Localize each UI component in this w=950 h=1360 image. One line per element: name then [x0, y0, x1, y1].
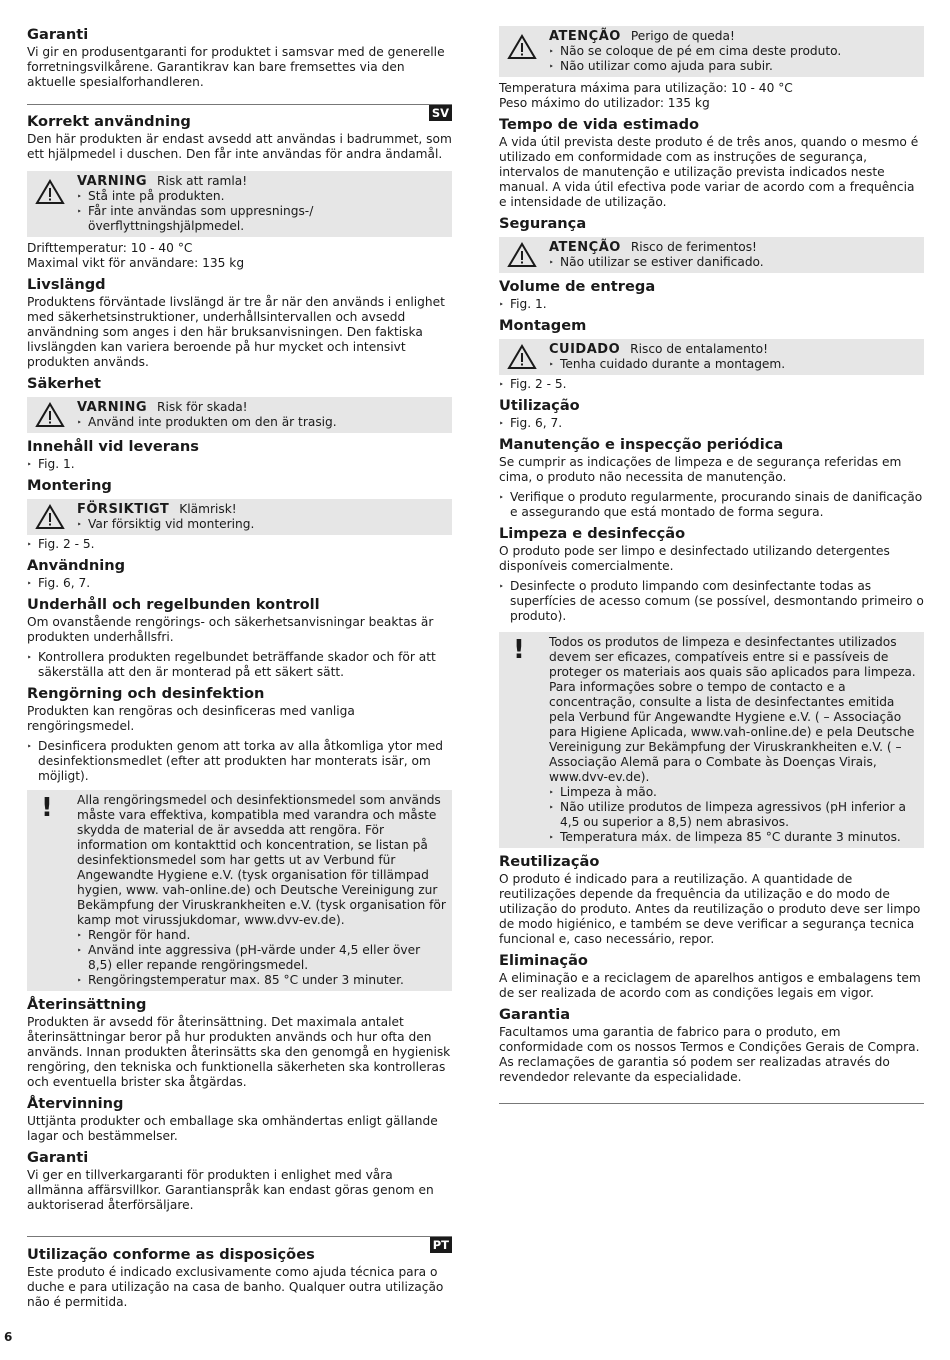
bullet-icon: ‣ [77, 976, 82, 985]
list-item: ‣ Verifique o produto regularmente, procurando sinais de danificação e assegurando que está montado de forma segura. [499, 490, 923, 519]
bullet-icon: ‣ [549, 360, 554, 369]
warning-triangle-icon [35, 504, 65, 530]
paragraph-garantia: Facultamos uma garantia de fabrico para o produto, em conformidade com os nossos Termos e Condições Gerais de Compra. As reclamações de garantia só podem ser realizadas através do revendedor relevante da especialidade. [499, 1025, 920, 1084]
warning-text: Perigo de queda! [630, 29, 735, 43]
bullet-icon: ‣ [77, 520, 82, 529]
warning-box-ferimentos [499, 237, 924, 273]
paragraph-utilizacao-conforme: Este produto é indicado exclusivamente como ajuda técnica para o duche e para utilização na casa de banho. Qualquer outra utilização não é permitida. [27, 1265, 444, 1309]
note-text: Todos os produtos de limpeza e desinfectantes utilizados devem ser eficazes, compatíveis entre si e passíveis de proteger os materiais aos quais são aplicados para limpeza. Para informações sobre o tempo de contacto e a concentração, consulte a lista de desinfectantes emitida pela Verbund für Angewandte Hygiene e.V. ( – Associação para Higiene Aplicada, www.vah-online.de) e pela Deutsche Vereinigung zur Bekämpfung der Viruskrankheiten e.V. ( – Associação Alemã para o Combate às Doenças Virais, www.dvv-ev.de). [549, 635, 916, 784]
list-item: ‣ Desinfecte o produto limpando com desinfectante todas as superfícies de acesso comum (se possível, desmontando primeiro o produto). [499, 579, 924, 623]
bullet-icon: ‣ [77, 192, 82, 201]
warning-text: Risco de ferimentos! [630, 240, 757, 254]
bullet-icon: ‣ [499, 582, 504, 591]
section-title-innehall: Innehåll vid leverans [27, 438, 199, 455]
list-item: ‣ Fig. 1. [499, 297, 547, 311]
section-title-seguranca: Segurança [499, 215, 587, 232]
list-item: ‣ Não se coloque de pé em cima deste produto. [549, 44, 842, 58]
note-box-limpeza [499, 632, 924, 848]
section-title-korrekt: Korrekt användning [27, 113, 191, 130]
section-title-montagem: Montagem [499, 317, 587, 334]
list-item: ‣ Fig. 2 - 5. [499, 377, 567, 391]
exclamation-icon: ! [513, 635, 525, 665]
warning-text: Risco de entalamento! [630, 342, 769, 356]
bullet-icon: ‣ [27, 653, 32, 662]
paragraph-korrekt: Den här produkten är endast avsedd att användas i badrummet, som ett hjälpmedel i duschen. Den får inte användas för andra ändamål. [27, 132, 452, 161]
bullet-icon: ‣ [27, 579, 32, 588]
bullet-icon: ‣ [27, 742, 32, 751]
list-item: ‣ Temperatura máx. de limpeza 85 °C durante 3 minutos. [549, 830, 901, 844]
bullet-icon: ‣ [549, 788, 554, 797]
warning-text: Risk för skada! [157, 400, 248, 414]
section-title-manutencao: Manutenção e inspecção periódica [499, 436, 784, 453]
warning-box-fall [27, 171, 452, 237]
list-item: ‣ Rengör för hand. [77, 928, 191, 942]
list-item: ‣ Får inte användas som uppresnings-/ överflyttningshjälpmedel. [77, 204, 314, 233]
paragraph-garanti-no: Vi gir en produsentgaranti for produktet i samsvar med de generelle forretningsvilkårene. Garantikrav kan bare fremsettes via den aktuelle spesialforhandleren. [27, 45, 445, 89]
bullet-icon: ‣ [77, 207, 82, 216]
list-item: ‣ Var försiktig vid montering. [77, 517, 255, 531]
max-weight: Peso máximo do utilizador: 135 kg [499, 96, 710, 110]
caution-box-pinch [27, 499, 452, 535]
warning-text: Risk att ramla! [157, 174, 248, 188]
bullet-icon: ‣ [549, 803, 554, 812]
list-item: ‣ Tenha cuidado durante a montagem. [549, 357, 786, 371]
bullet-icon: ‣ [27, 460, 32, 469]
list-item: ‣ Använd inte produkten om den är trasig. [77, 415, 337, 429]
list-item: ‣ Fig. 6, 7. [499, 416, 563, 430]
pt-intro-section [27, 1236, 452, 1310]
bullet-icon: ‣ [499, 419, 504, 428]
operating-temperature: Drifttemperatur: 10 - 40 °C [27, 241, 193, 255]
bullet-icon: ‣ [27, 540, 32, 549]
signal-word: VARNING [77, 400, 148, 415]
language-divider-pt [27, 1236, 452, 1252]
max-temperature: Temperatura máxima para utilização: 10 - 40 °C [499, 81, 793, 95]
bullet-icon: ‣ [499, 380, 504, 389]
section-title-utilizacao: Utilização [499, 397, 580, 414]
signal-word: CUIDADO [549, 342, 621, 357]
section-title-rengoring: Rengörning och desinfektion [27, 685, 265, 702]
page-number: 6 [4, 1330, 13, 1344]
section-title-garanti-no: Garanti [27, 26, 89, 43]
section-title-atervinning: Återvinning [27, 1095, 124, 1112]
warning-text: Klämrisk! [179, 502, 237, 516]
bullet-icon: ‣ [549, 833, 554, 842]
section-title-reutilizacao: Reutilização [499, 853, 600, 870]
left-column [27, 26, 452, 1213]
list-item: ‣ Não utilizar se estiver danificado. [549, 255, 764, 269]
list-item: ‣ Rengöringstemperatur max. 85 °C under 3 minuter. [77, 973, 404, 987]
paragraph-eliminacao: A eliminação e a reciclagem de aparelhos antigos e embalagens tem de ser realizada de acordo com as condições legais em vigor. [499, 971, 921, 1000]
section-title-garanti-sv: Garanti [27, 1149, 89, 1166]
list-item: ‣ Não utilize produtos de limpeza agressivos (pH inferior a 4,5 ou superior a 8,5) nem abrasivos. [549, 800, 906, 829]
paragraph-livslangd: Produktens förväntade livslängd är tre år när den används i enlighet med säkerhetsinstruktioner, underhållsintervallen och avsedd användning som anges i den här bruksanvisningen. Den faktiska livslängden kan variera beroende på hur mycket och intensivt produkten används. [27, 295, 445, 369]
bullet-icon: ‣ [499, 300, 504, 309]
paragraph-garanti-sv: Vi ger en tillverkargaranti för produkten i enlighet med våra allmänna affärsvillkor. Garantianspråk kan endast göras genom en auktoriserad återförsäljare. [27, 1168, 434, 1212]
paragraph-underhall: Om ovanstående rengörings- och säkerhetsanvisningar beaktas är produkten underhållsfri. [27, 615, 434, 644]
section-title-volume: Volume de entrega [499, 278, 656, 295]
bullet-icon: ‣ [77, 418, 82, 427]
section-title-livslangd: Livslängd [27, 276, 106, 293]
warning-triangle-icon [507, 344, 537, 370]
paragraph-limpeza: O produto pode ser limpo e desinfectado utilizando detergentes disponíveis comercialmente. [499, 544, 890, 573]
note-box-cleaning [27, 790, 452, 991]
section-end-divider [499, 1103, 924, 1104]
caution-box-entalamento [499, 339, 924, 375]
section-title-limpeza: Limpeza e desinfecção [499, 525, 686, 542]
list-item: ‣ Kontrollera produkten regelbundet beträffande skador och för att säkerställa att den är monterad på ett säkert sätt. [27, 650, 436, 679]
section-title-garantia: Garantia [499, 1006, 571, 1023]
list-item: ‣ Limpeza à mão. [549, 785, 657, 799]
bullet-icon: ‣ [499, 493, 504, 502]
bullet-icon: ‣ [77, 946, 82, 955]
warning-triangle-icon [35, 179, 65, 205]
bullet-icon: ‣ [549, 62, 554, 71]
signal-word: ATENÇÃO [549, 240, 621, 255]
list-item: ‣ Não utilizar como ajuda para subir. [549, 59, 773, 73]
paragraph-tempo: A vida útil prevista deste produto é de três anos, quando o mesmo é utilizado em conformidade com as instruções de segurança, intervalos de manutenção e utilização prevista indicados neste manual. A vida útil efectiva pode variar de acordo com a frequência e intensidade de utilização. [499, 135, 919, 209]
warning-box-injury [27, 397, 452, 433]
section-title-tempo: Tempo de vida estimado [499, 116, 700, 133]
warning-triangle-icon [507, 34, 537, 60]
paragraph-rengoring: Produkten kan rengöras och desinficeras med vanliga rengöringsmedel. [27, 704, 355, 733]
bullet-icon: ‣ [77, 931, 82, 940]
section-title-utilizacao-conforme: Utilização conforme as disposições [27, 1246, 315, 1263]
signal-word: ATENÇÃO [549, 29, 621, 44]
paragraph-reutilizacao: O produto é indicado para a reutilização. A quantidade de reutilizações depende da frequência da utilização e do modo de utilização do produto. Antes da reutilização o produto deve ser limpo de modo higiénico, e também se deve verificar a segurança tecnica funcional e, caso necessário, repor. [499, 872, 921, 946]
section-title-montering: Montering [27, 477, 112, 494]
exclamation-icon: ! [41, 793, 53, 823]
language-tag-pt: PT [430, 1237, 452, 1253]
bullet-icon: ‣ [549, 258, 554, 267]
right-column [499, 26, 924, 1104]
section-title-sakerhet: Säkerhet [27, 375, 102, 392]
signal-word: VARNING [77, 174, 148, 189]
max-weight: Maximal vikt för användare: 135 kg [27, 256, 245, 270]
section-title-anvandning: Användning [27, 557, 126, 574]
warning-triangle-icon [35, 402, 65, 428]
warning-triangle-icon [507, 242, 537, 268]
note-text: Alla rengöringsmedel och desinfektionsmedel som används måste vara effektiva, kompatibla med varandra och måste skydda de material de är avsedda att rengöra. För information om kontakttid och koncentration, se listan på desinfektionsmedel som har getts ut av Verbund für Angewandte Hygiene e.V. (tysk organisation för tillämpad hygien, www. vah-online.de) och Deutsche Vereinigung zur Bekämpfung der Viruskrankheiten e.V. (tysk organisation för kamp mot virussjukdomar, www.dvv-ev.de). [77, 793, 446, 927]
list-item: ‣ Fig. 2 - 5. [27, 537, 95, 551]
section-title-underhall: Underhåll och regelbunden kontroll [27, 596, 320, 613]
list-item: ‣ Fig. 1. [27, 457, 75, 471]
language-tag-sv: SV [429, 105, 452, 121]
language-divider-sv [27, 104, 452, 120]
list-item: ‣ Desinficera produkten genom att torka av alla åtkomliga ytor med desinfektionsmedlet (efter att produkten har monterats isär, om möjligt). [27, 739, 444, 783]
list-item: ‣ Använd inte aggressiva (pH-värde under 4,5 eller över 8,5) eller repande rengöringsmedel. [77, 943, 421, 972]
paragraph-aterinsattning: Produkten är avsedd för återinsättning. Det maximala antalet återinsättningar beror på hur produkten används och hur ofta den används. Innan produkten återinsätts ska den genomgå en hygienisk rengöring, den tekniska och funktionella säkerheten ska kontrolleras och eventuella brister ska åtgärdas. [27, 1015, 451, 1089]
section-title-eliminacao: Eliminação [499, 952, 588, 969]
section-title-aterinsattning: Återinsättning [27, 996, 147, 1013]
signal-word: FÖRSIKTIGT [77, 502, 170, 517]
paragraph-atervinning: Uttjänta produkter och emballage ska omhändertas enligt gällande lagar och bestämmelser. [27, 1114, 438, 1143]
paragraph-manutencao: Se cumprir as indicações de limpeza e de segurança referidas em cima, o produto não necessita de manutenção. [499, 455, 902, 484]
warning-box-queda [499, 26, 924, 77]
list-item: ‣ Fig. 6, 7. [27, 576, 91, 590]
list-item: ‣ Stå inte på produkten. [77, 189, 225, 203]
bullet-icon: ‣ [549, 47, 554, 56]
